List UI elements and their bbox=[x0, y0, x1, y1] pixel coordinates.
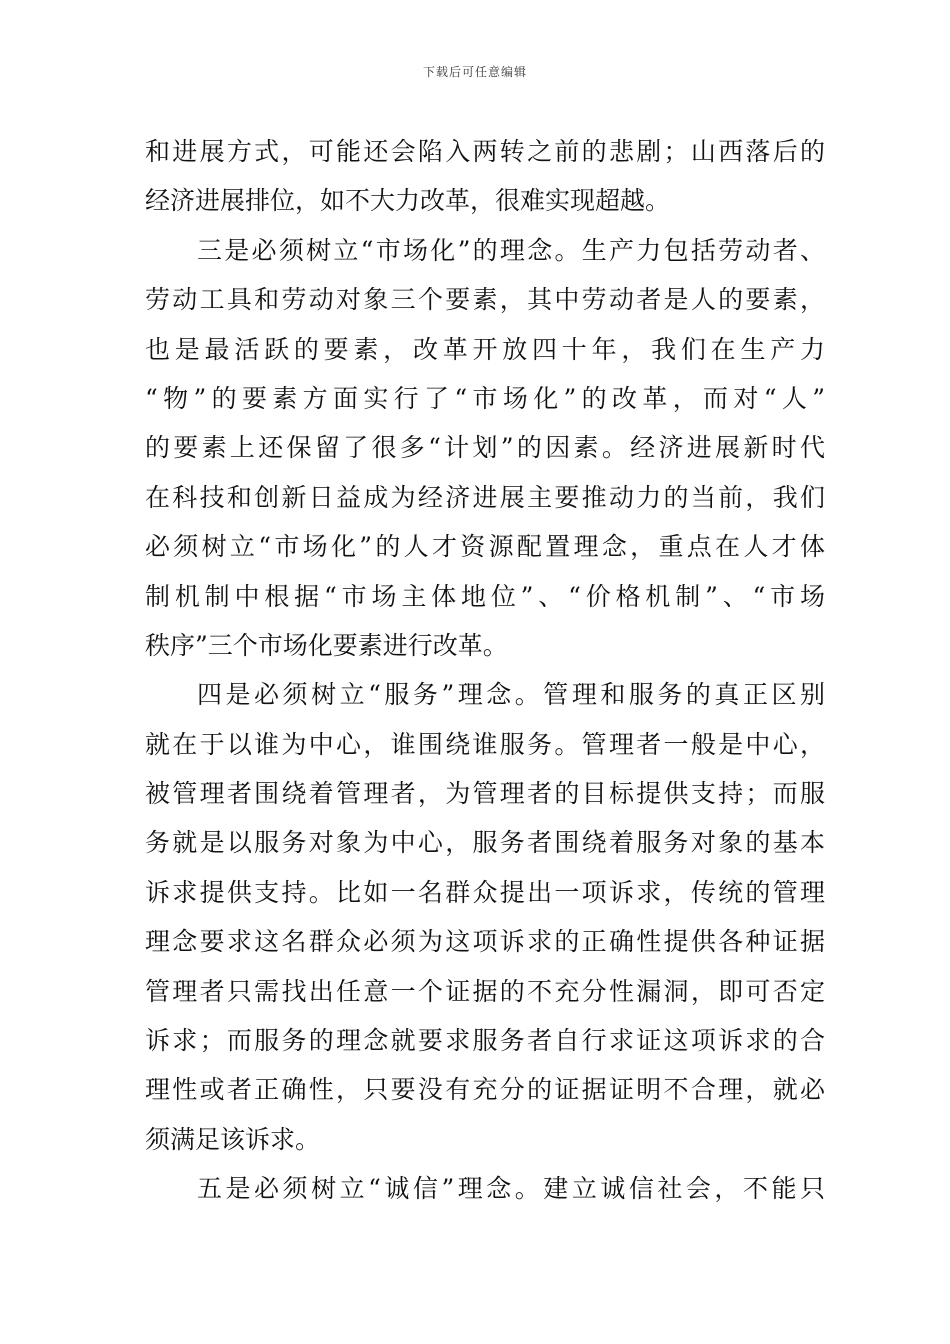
text-line: 的要素上还保留了很多“计划”的因素。经济进展新时代 bbox=[145, 433, 825, 463]
text-line: 在科技和创新日益成为经济进展主要推动力的当前，我们 bbox=[145, 482, 825, 512]
text-line: 务就是以服务对象为中心，服务者围绕着服务对象的基本 bbox=[145, 828, 825, 858]
text-line: 经济进展排位，如不大力改革，很难实现超越。 bbox=[145, 186, 671, 216]
text-line: “物”的要素方面实行了“市场化”的改革，而对“人” bbox=[145, 383, 825, 413]
text-line: 诉求提供支持。比如一名群众提出一项诉求，传统的管理 bbox=[145, 877, 825, 907]
text-line: 被管理者围绕着管理者，为管理者的目标提供支持；而服 bbox=[145, 779, 825, 809]
text-line: 制机制中根据“市场主体地位”、“价格机制”、“市场 bbox=[145, 581, 825, 611]
text-line: 必须树立“市场化”的人才资源配置理念，重点在人才体 bbox=[145, 532, 825, 562]
text-line: 诉求；而服务的理念就要求服务者自行求证这项诉求的合 bbox=[145, 1026, 825, 1056]
text-line: 秩序”三个市场化要素进行改革。 bbox=[145, 630, 508, 660]
page-header: 下载后可任意编辑 bbox=[422, 65, 527, 79]
body-text bbox=[145, 127, 825, 1214]
text-line: 理性或者正确性，只要没有充分的证据证明不合理，就必 bbox=[145, 1075, 825, 1105]
text-line: 须满足该诉求。 bbox=[145, 1124, 321, 1154]
text-line: 和进展方式，可能还会陷入两转之前的悲剧；山西落后的 bbox=[145, 137, 825, 166]
text-line: 管理者只需找出任意一个证据的不充分性漏洞，即可否定 bbox=[145, 976, 825, 1006]
text-line: 劳动工具和劳动对象三个要素，其中劳动者是人的要素， bbox=[145, 285, 825, 315]
text-line: 理念要求这名群众必须为这项诉求的正确性提供各种证据 bbox=[145, 927, 825, 957]
text-line: 也是最活跃的要素，改革开放四十年，我们在生产力 bbox=[145, 334, 825, 364]
text-line: 就在于以谁为中心，谁围绕谁服务。管理者一般是中心， bbox=[145, 729, 825, 759]
text-line: 三是必须树立“市场化”的理念。生产力包括劳动者、 bbox=[197, 235, 825, 265]
text-line: 四是必须树立“服务”理念。管理和服务的真正区别 bbox=[197, 680, 825, 710]
text-line: 五是必须树立“诚信”理念。建立诚信社会，不能只 bbox=[197, 1174, 825, 1204]
